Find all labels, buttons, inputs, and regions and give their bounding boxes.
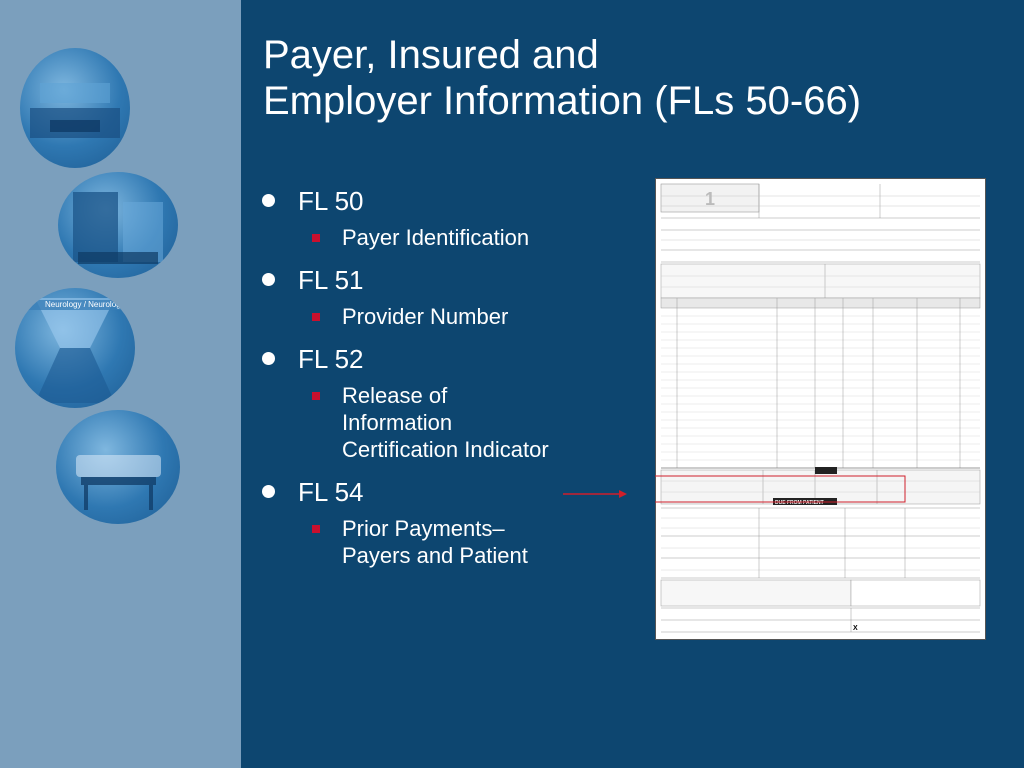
bullet-fl-52 xyxy=(262,344,622,374)
sub-bullet-release-of-information xyxy=(262,382,622,463)
sub-bullet-line: Payer Identification xyxy=(342,225,530,250)
sub-bullet-line: Information xyxy=(342,410,453,435)
sub-bullet-prior-payments xyxy=(262,515,622,569)
bullet-fl-50 xyxy=(262,186,622,216)
sub-bullet-line: Certification Indicator xyxy=(342,437,549,462)
sidebar-panel xyxy=(0,0,241,768)
form-box-number: 1 xyxy=(705,189,716,209)
bullet-list xyxy=(262,186,622,583)
square-bullet-icon xyxy=(312,313,320,321)
bullet-dot-icon xyxy=(262,273,275,286)
square-bullet-icon xyxy=(312,392,320,400)
slide-title-line-2: Employer Information (FLs 50-66) xyxy=(263,79,862,123)
slide-title-line-1: Payer, Insured and xyxy=(263,33,599,77)
bullet-fl-51 xyxy=(262,265,622,295)
sub-bullet-line: Release of xyxy=(342,383,448,408)
sub-bullet-provider-number xyxy=(262,303,622,330)
sub-bullet-line: Provider Number xyxy=(342,304,509,329)
bullet-label: FL 54 xyxy=(298,477,364,507)
hospital-building-photo xyxy=(58,172,178,278)
hospital-lobby-photo xyxy=(20,48,130,168)
bullet-dot-icon xyxy=(262,485,275,498)
ub04-claim-form-image xyxy=(655,178,986,640)
square-bullet-icon xyxy=(312,234,320,242)
bullet-dot-icon xyxy=(262,194,275,207)
svg-text:Neurology / Neurolog: Neurology / Neurolog xyxy=(45,300,121,309)
bullet-dot-icon xyxy=(262,352,275,365)
claim-form-drawing xyxy=(655,178,986,640)
sub-bullet-payer-identification xyxy=(262,224,622,251)
signature-mark: X xyxy=(853,625,858,632)
bullet-label: FL 50 xyxy=(298,186,364,216)
hospital-bed-photo xyxy=(56,410,180,524)
sub-bullet-line: Prior Payments– xyxy=(342,516,505,541)
bullet-label: FL 51 xyxy=(298,265,364,295)
sub-bullet-line: Payers and Patient xyxy=(342,543,528,568)
bullet-label: FL 52 xyxy=(298,344,364,374)
square-bullet-icon xyxy=(312,525,320,533)
pointer-arrow-icon xyxy=(563,486,627,498)
hospital-corridor-photo xyxy=(15,288,135,408)
slide-title xyxy=(263,32,861,124)
due-from-patient-label: DUE FROM PATIENT xyxy=(775,500,824,506)
